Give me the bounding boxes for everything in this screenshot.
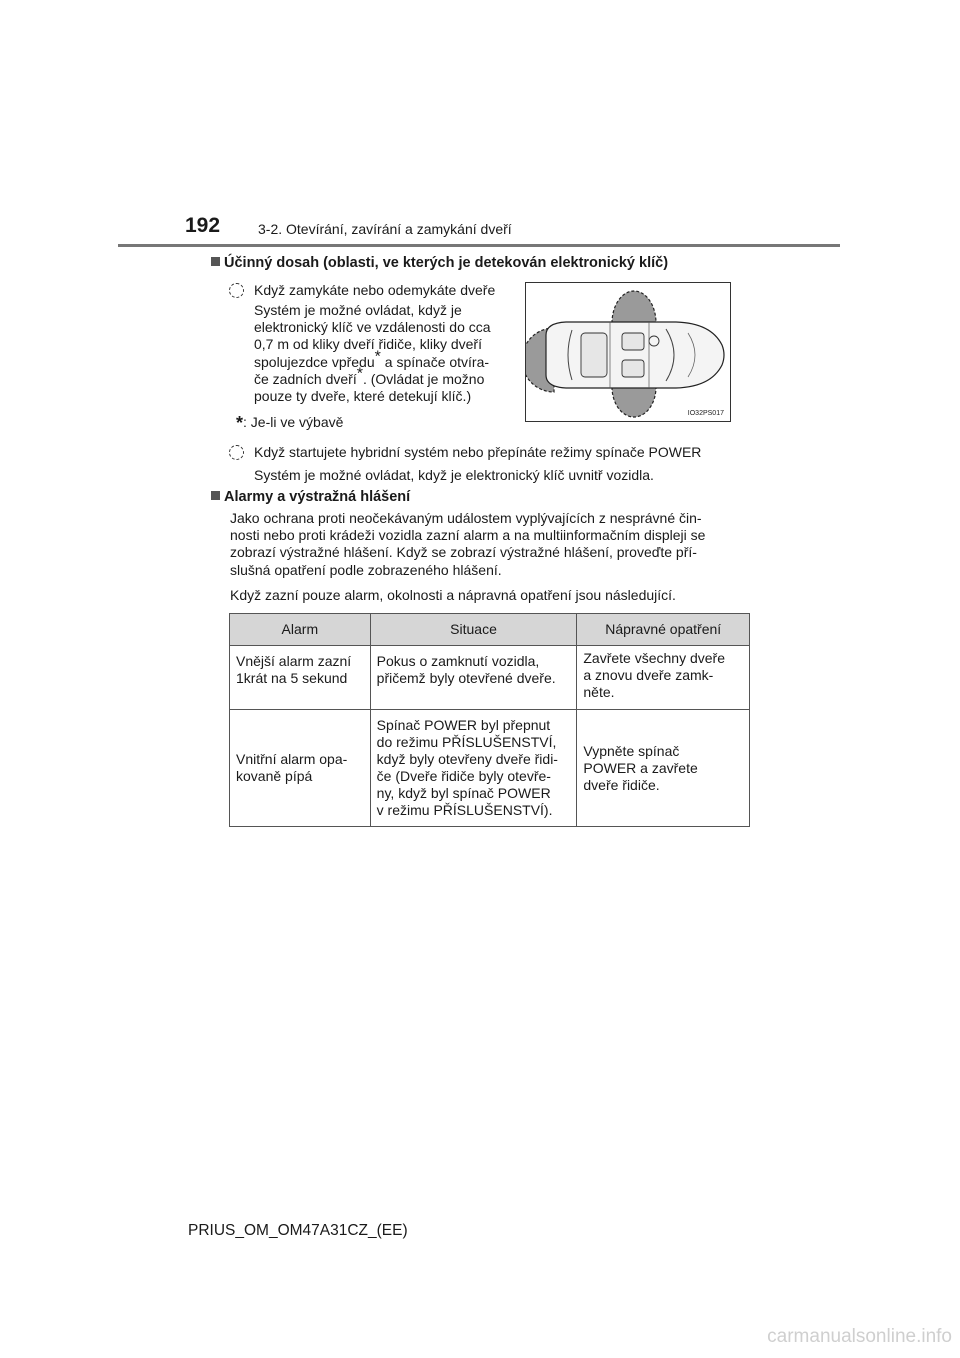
square-bullet-icon — [211, 491, 220, 500]
page-number: 192 — [185, 214, 221, 237]
range-heading-text: Účinný dosah (oblasti, ve kterých je detekován elektronický klíč) — [224, 255, 669, 271]
alarm-heading — [211, 489, 410, 505]
section-title: 3-2. Otevírání, zavírání a zamykání dveří — [258, 221, 512, 237]
alarm-paragraph — [230, 510, 744, 579]
item1-line: spolujezdce vpředu* a spínače otvíra- — [254, 347, 490, 370]
table-cell: Pokus o zamknutí vozidla, přičemž byly otevřené dveře. — [370, 646, 577, 710]
paragraph-line: zobrazí výstražné hlášení. Když se zobrazí výstražné hlášení, proveďte pří- — [230, 544, 697, 561]
document-code: PRIUS_OM_OM47A31CZ_(EE) — [188, 1222, 408, 1239]
car-top-view-illustration — [526, 283, 730, 421]
driver-door-zone — [612, 291, 656, 323]
asterisk-mark: * — [356, 365, 363, 383]
alarm-table — [229, 613, 750, 827]
item1-title: Když zamykáte nebo odemykáte dveře — [254, 282, 496, 298]
footnote — [236, 413, 343, 431]
table-cell: Zavřete všechny dveře a znovu dveře zamk- něte. — [577, 646, 750, 710]
range-heading — [211, 255, 668, 271]
column-header-situation: Situace — [370, 614, 577, 646]
paragraph-line: slušná opatření podle zobrazeného hlášení. — [230, 561, 502, 578]
item1-body — [254, 302, 515, 405]
table-row — [230, 710, 750, 827]
dashed-circle-bullet-icon — [229, 283, 244, 298]
header-divider — [118, 244, 840, 247]
rear-seat — [581, 333, 607, 377]
alarm-intro: Když zazní pouze alarm, okolnosti a nápravná opatření jsou následující. — [230, 587, 676, 603]
item2-text: Systém je možné ovládat, když je elektronický klíč uvnitř vozidla. — [254, 467, 654, 483]
car-body — [546, 322, 724, 388]
square-bullet-icon — [211, 257, 220, 266]
table-cell: Vnitřní alarm opa- kovaně pípá — [230, 710, 371, 827]
car-range-diagram — [525, 282, 731, 422]
paragraph-line: Jako ochrana proti neočekávaným událostem vyplývajících z nesprávné čin- — [230, 510, 702, 526]
passenger-seat — [622, 360, 644, 377]
item1-line: 0,7 m od kliky dveří řidiče, kliky dveří — [254, 336, 482, 353]
item1-line: elektronický klíč ve vzdálenosti do cca — [254, 319, 491, 336]
column-header-action: Nápravné opatření — [577, 614, 750, 646]
passenger-door-zone — [612, 387, 656, 417]
asterisk-mark: * — [374, 347, 381, 365]
table-cell: Vnější alarm zazní 1krát na 5 sekund — [230, 646, 371, 710]
diagram-code: IO32PS017 — [687, 410, 724, 417]
table-cell: Spínač POWER byl přepnut do režimu PŘÍSLUŠENSTVÍ, když byly otevřeny dveře řidi- če (Dveře řidiče byly otevře- ny, když byl spínač POWER v režimu PŘÍSLUŠENSTVÍ). — [370, 710, 577, 827]
item2-title: Když startujete hybridní systém nebo přepínáte režimy spínače POWER — [254, 444, 702, 460]
table-cell: Vypněte spínač POWER a zavřete dveře řidiče. — [577, 710, 750, 827]
column-header-alarm: Alarm — [230, 614, 371, 646]
footnote-text: : Je-li ve výbavě — [243, 414, 344, 430]
footnote-asterisk: * — [236, 413, 244, 433]
dashed-circle-bullet-icon — [229, 445, 244, 460]
watermark: carmanualsonline.info — [767, 1326, 952, 1347]
item1-line: pouze ty dveře, které detekují klíč.) — [254, 388, 472, 405]
item1-line: Systém je možné ovládat, když je — [254, 302, 462, 318]
driver-seat — [622, 333, 644, 350]
table-row — [230, 646, 750, 710]
paragraph-line: nosti nebo proti krádeži vozidla zazní alarm a na multiinformačním displeji se — [230, 527, 706, 544]
table-header-row — [230, 614, 750, 646]
alarm-heading-text: Alarmy a výstražná hlášení — [224, 489, 411, 505]
item1-line: če zadních dveří*. (Ovládat je možno — [254, 365, 485, 387]
